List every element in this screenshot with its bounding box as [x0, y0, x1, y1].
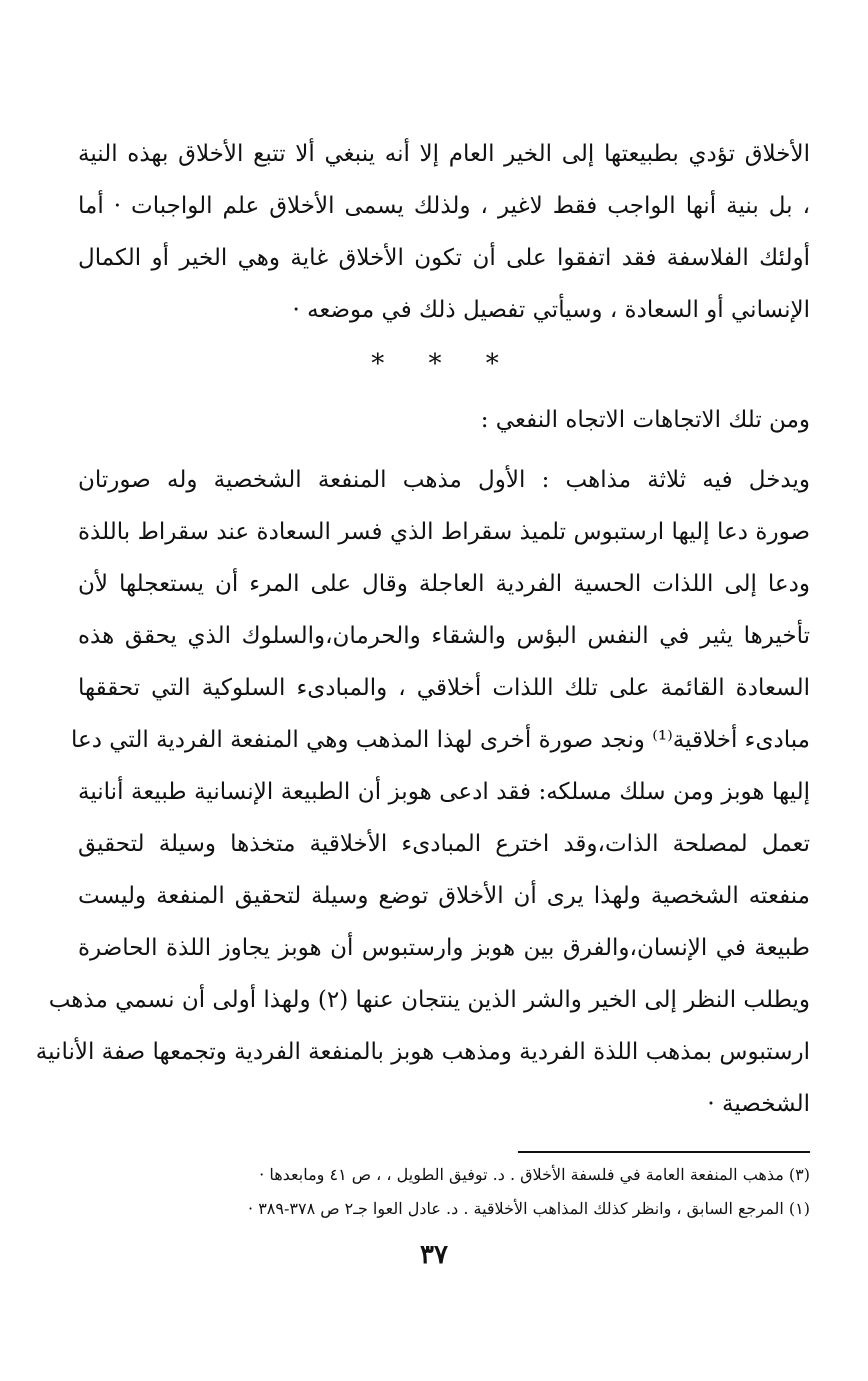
text-line: ، بل بنية أنها الواجب فقط لاغير ، ولذلك يسمى الأخلاق علم الواجبات · أما [78, 193, 810, 219]
text-line: ويدخل فيه ثلاثة مذاهب : الأول مذهب المنفعة الشخصية وله صورتان [78, 467, 810, 493]
intro-paragraph [78, 128, 810, 336]
text-line: ويطلب النظر إلى الخير والشر الذين ينتجان عنها (٢) ولهذا أولى أن نسمي مذهب [48, 987, 810, 1013]
text-line: إليها هوبز ومن سلك مسلكه: فقد ادعى هوبز أن الطبيعة الإنسانية طبيعة أنانية [78, 779, 810, 805]
text-line: السعادة القائمة على تلك اللذات أخلاقي ، والمبادىء السلوكية التي تحققها [78, 675, 810, 701]
main-paragraph [35, 454, 810, 1130]
text-line: ودعا إلى اللذات الحسية الفردية العاجلة وقال على المرء أن يستعجلها لأن [78, 571, 810, 597]
text-line: الشخصية · [707, 1091, 810, 1117]
section-separator: * * * [371, 349, 517, 379]
text-line: طبيعة في الإنسان،والفرق بين هوبز وارستبوس أن هوبز يجاوز اللذة الحاضرة [78, 935, 810, 961]
page-number: ٣٧ [420, 1240, 448, 1270]
footnote: (١) المرجع السابق ، وانظر كذلك المذاهب الأخلاقية . د. عادل العوا جـ٢ ص ٣٧٨-٣٨٩ · [248, 1199, 810, 1218]
text-line: تعمل لمصلحة الذات،وقد اخترع المبادىء الأخلاقية متخذها وسيلة لتحقيق [78, 831, 810, 857]
text-line: مبادىء أخلاقية⁽¹⁾ ونجد صورة أخرى لهذا المذهب وهي المنفعة الفردية التي دعا [70, 727, 810, 753]
footnote: (٣) مذهب المنفعة العامة في فلسفة الأخلاق . د. توفيق الطويل ، ، ص ٤١ ومابعدها · [259, 1165, 810, 1184]
text-line: تأخيرها يثير في النفس البؤس والشقاء والحرمان،والسلوك الذي يحقق هذه [78, 623, 810, 649]
footnotes [130, 1158, 810, 1226]
text-line: الإنساني أو السعادة ، وسيأتي تفصيل ذلك في موضعه · [292, 297, 810, 323]
footnote-divider [518, 1151, 810, 1153]
text-line: صورة دعا إليها ارستبوس تلميذ سقراط الذي فسر السعادة عند سقراط باللذة [78, 519, 810, 545]
text-line: ارستبوس بمذهب اللذة الفردية ومذهب هوبز بالمنفعة الفردية وتجمعها صفة الأنانية [35, 1039, 810, 1065]
text-line: منفعته الشخصية ولهذا يرى أن الأخلاق توضع وسيلة لتحقيق المنفعة وليست [78, 883, 810, 909]
text-line: الأخلاق تؤدي بطبيعتها إلى الخير العام إلا أنه ينبغي ألا تتبع الأخلاق بهذه النية [78, 141, 810, 167]
page-body [35, 128, 810, 1130]
text-line: أولئك الفلاسفة فقد اتفقوا على أن تكون الأخلاق غاية وهي الخير أو الكمال [78, 245, 810, 271]
section-heading: ومن تلك الاتجاهات الاتجاه النفعي : [480, 407, 810, 433]
